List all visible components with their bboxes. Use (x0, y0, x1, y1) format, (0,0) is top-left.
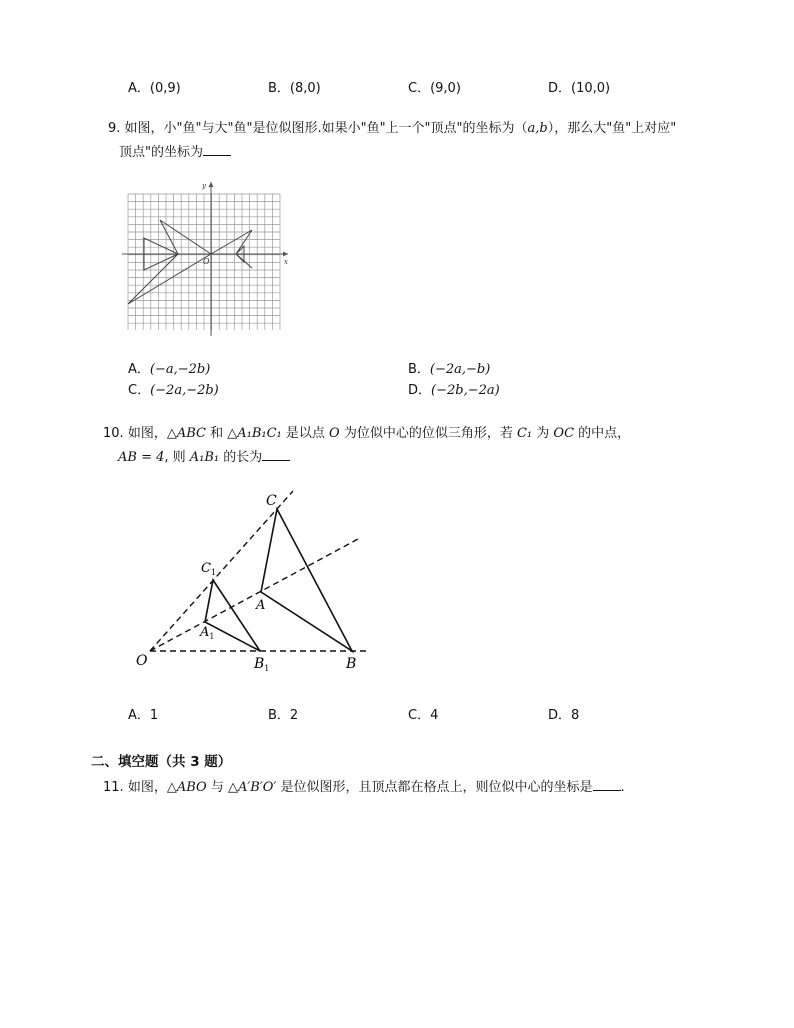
question-text: 为位似中心的位似三角形，若 (339, 426, 517, 441)
q10-option-b (268, 704, 298, 723)
triangle-abo: △ABO (166, 780, 207, 795)
option-label: B． (268, 81, 290, 96)
label-a1: $A_1$ (200, 625, 215, 641)
question-text: 的长为 (219, 450, 263, 465)
question-text: ），那么大"鱼"上对应" (547, 121, 677, 136)
q8-option-d (548, 77, 610, 96)
option-text: 4 (430, 708, 439, 723)
question-number: 9. (108, 121, 121, 136)
answer-blank (593, 778, 621, 791)
option-label: B． (268, 708, 290, 723)
coord-ab: a,b (527, 121, 548, 136)
q8-option-b (268, 77, 321, 96)
question-text: 为 (532, 426, 554, 441)
option-text: (9,0) (430, 81, 461, 96)
triangle-abc (261, 509, 352, 651)
x-axis-arrow (283, 252, 288, 257)
option-text: (−2b,−2a) (431, 383, 500, 398)
answer-blank (262, 448, 290, 461)
triangle-a-prime-b-prime-o-prime: △A′B′O′ (227, 780, 277, 795)
option-text: 2 (289, 708, 299, 723)
q10-stem-line1 (103, 423, 630, 445)
option-label: C． (408, 708, 431, 723)
option-text: (−2a,−b) (429, 362, 491, 377)
label-c1: $C_1$ (201, 561, 217, 577)
option-label: A． (128, 708, 150, 723)
option-label: C． (408, 81, 431, 96)
triangle-abc: △ABC (166, 426, 206, 441)
option-label: A． (128, 81, 150, 96)
condition-ab: AB = 4 (118, 450, 165, 465)
triangle-a1b1c1: △A₁B₁C₁ (227, 426, 282, 441)
q10-option-d (548, 704, 579, 723)
q9-stem-line1 (108, 118, 676, 140)
label-c: C (266, 493, 277, 509)
q10-triangle-figure (130, 488, 375, 673)
q9-option-a (128, 358, 210, 377)
q8-option-c (408, 77, 461, 96)
question-text: 如图， (127, 426, 167, 441)
option-text: 1 (149, 708, 159, 723)
origin-label: O (203, 257, 210, 266)
dashed-rays (150, 491, 366, 651)
label-b: B (346, 656, 357, 672)
question-number: 10. (103, 426, 124, 441)
question-text: 如图，小"鱼"与大"鱼"是位似图形.如果小"鱼"上一个"顶点"的坐标为（ (124, 121, 528, 136)
y-axis-arrow (209, 182, 214, 187)
label-a: A (256, 598, 266, 613)
point-c1: C₁ (516, 426, 533, 441)
q9-stem-line2 (119, 142, 231, 164)
question-text: 的中点， (574, 426, 631, 441)
point-o: O (329, 426, 340, 441)
question-text: . (620, 780, 625, 795)
question-text: 是位似图形，且顶点都在格点上，则位似中心的坐标是 (276, 780, 593, 795)
q10-option-c (408, 704, 438, 723)
question-text: 和 (205, 426, 228, 441)
q9-option-d (408, 379, 500, 398)
q10-option-a (128, 704, 158, 723)
q9-fish-figure (120, 178, 292, 338)
q11-stem (103, 777, 625, 799)
option-label: D． (548, 81, 572, 96)
option-text: (−2a,−2b) (150, 383, 219, 398)
question-text: 是以点 (281, 426, 330, 441)
question-number: 11. (103, 780, 124, 795)
question-text: 如图， (127, 780, 167, 795)
option-label: A． (128, 362, 150, 377)
x-axis-label: x (284, 258, 288, 266)
q9-option-c (128, 379, 219, 398)
answer-blank (203, 143, 231, 156)
segment-a1b1: A₁B₁ (189, 450, 220, 465)
big-fish (128, 220, 211, 304)
q10-stem-line2 (118, 447, 290, 469)
option-label: B． (408, 362, 430, 377)
option-text: 8 (571, 708, 580, 723)
label-o: O (136, 653, 148, 669)
segment-oc: OC (553, 426, 575, 441)
q9-option-b (408, 358, 490, 377)
option-text: (0,9) (149, 81, 181, 96)
option-label: C． (128, 383, 151, 398)
q8-option-a (128, 77, 181, 96)
question-text: 顶点"的坐标为 (119, 145, 203, 160)
section-title: 二、填空题（共 3 题） (91, 754, 232, 770)
option-text: (8,0) (289, 81, 321, 96)
question-text: 与 (206, 780, 228, 795)
option-label: D． (408, 383, 432, 398)
y-axis-label: y (202, 182, 206, 190)
option-text: (10,0) (571, 81, 611, 96)
option-label: D． (548, 708, 572, 723)
question-text: , 则 (164, 450, 190, 465)
label-b1: $B_1$ (254, 656, 270, 673)
option-text: (−a,−2b) (149, 362, 211, 377)
